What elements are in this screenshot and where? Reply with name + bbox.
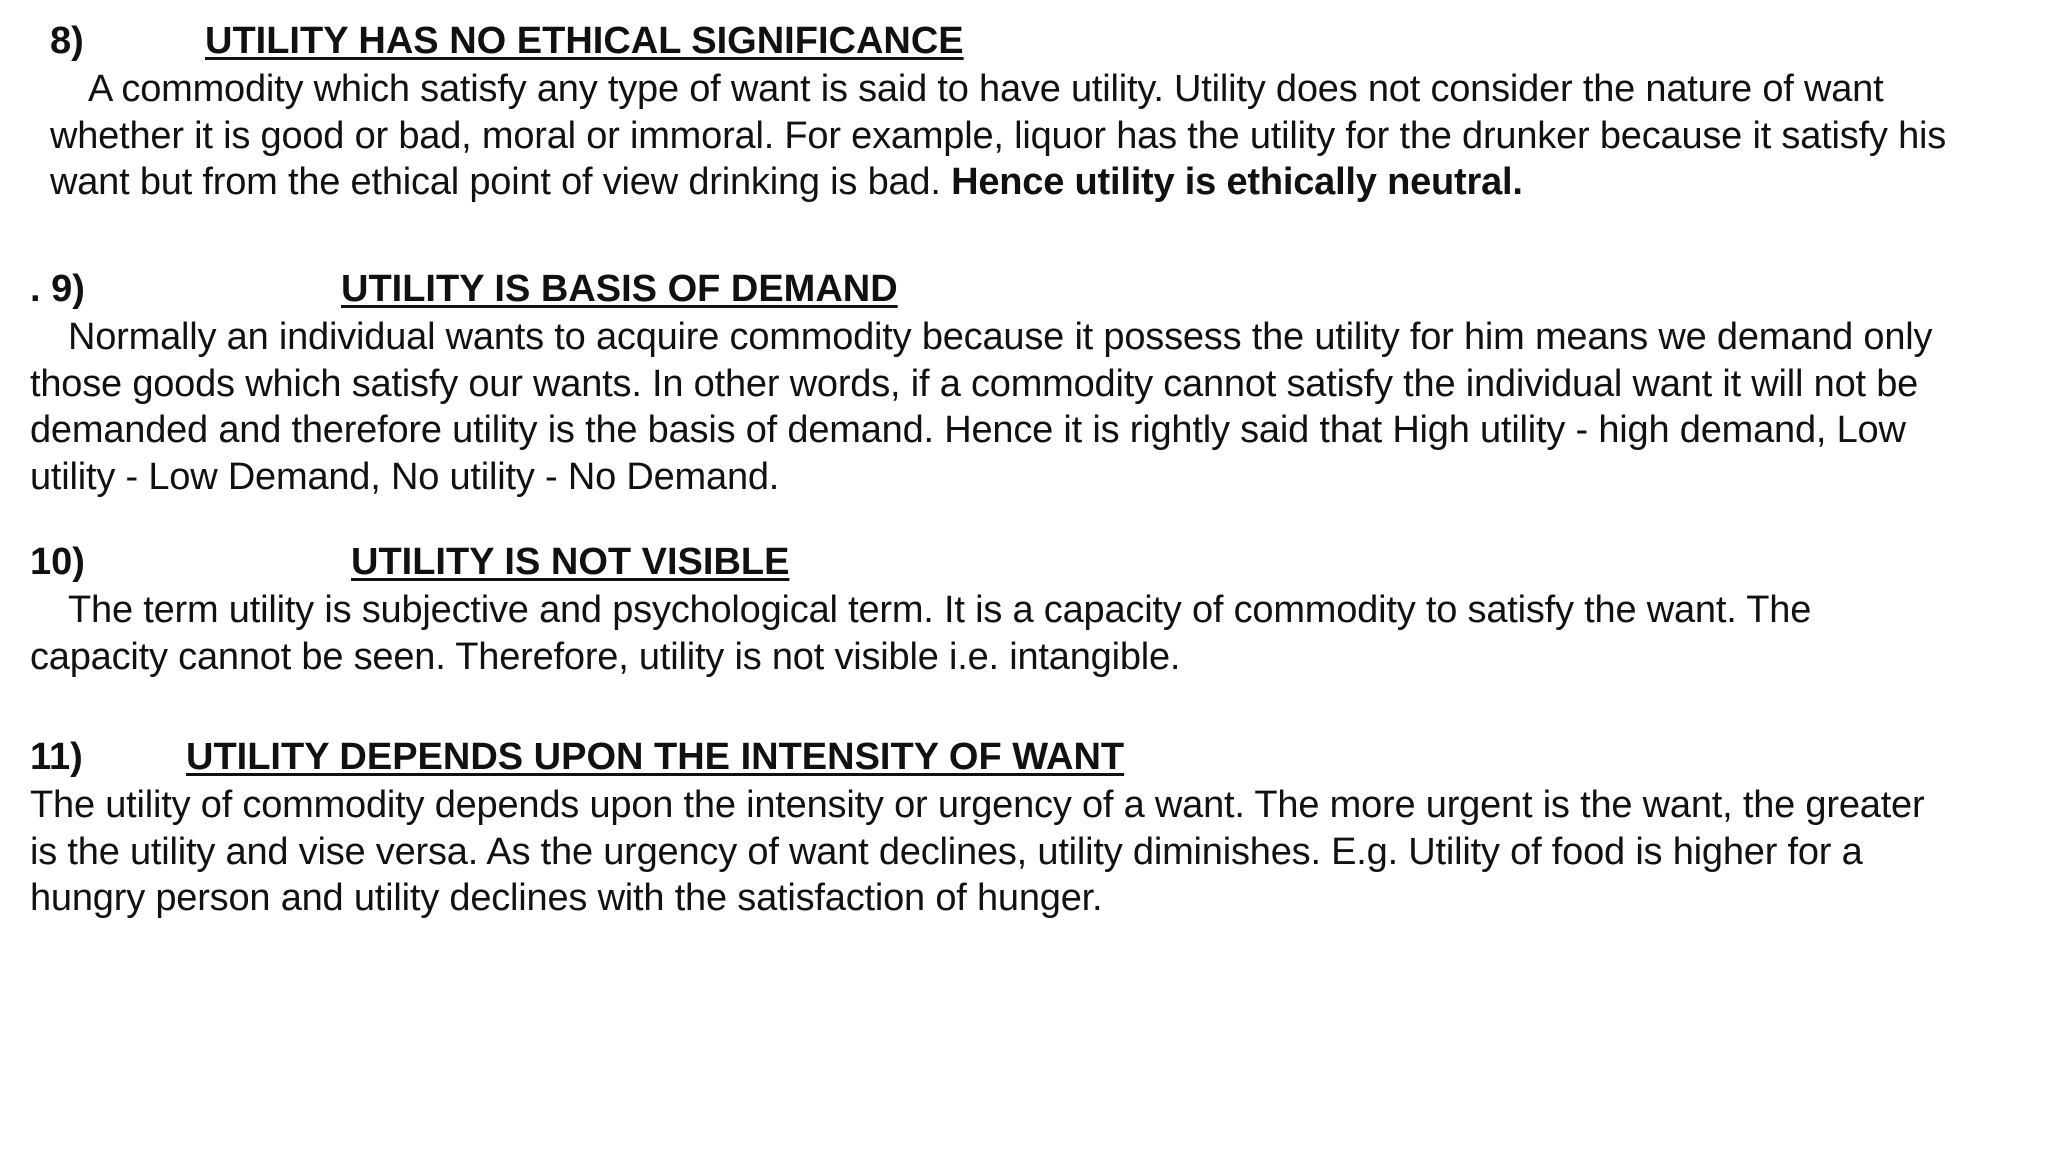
section-number: . 9) bbox=[30, 268, 85, 310]
paragraph-line: hungry person and utility declines with the satisfaction of hunger. bbox=[30, 877, 1103, 919]
paragraph-line: The term utility is subjective and psychological term. It is a capacity of commodity to satisfy the want. The bbox=[68, 589, 1812, 631]
paragraph-line: A commodity which satisfy any type of want is said to have utility. Utility does not consider the nature of want bbox=[88, 68, 1884, 110]
paragraph-line: The utility of commodity depends upon the intensity or urgency of a want. The more urgent is the want, the greater bbox=[30, 784, 1925, 826]
section-title: UTILITY HAS NO ETHICAL SIGNIFICANCE bbox=[205, 20, 964, 62]
section-11 bbox=[0, 736, 2048, 919]
paragraph-line: capacity cannot be seen. Therefore, utility is not visible i.e. intangible. bbox=[30, 636, 1181, 678]
section-heading bbox=[0, 541, 2048, 587]
paragraph-line bbox=[50, 159, 1523, 205]
paragraph-text: want but from the ethical point of view drinking is bad. bbox=[50, 161, 952, 203]
paragraph-line: is the utility and vise versa. As the urgency of want declines, utility diminishes. E.g. Utility of food is higher for a bbox=[30, 831, 1863, 873]
section-title: UTILITY IS BASIS OF DEMAND bbox=[341, 268, 898, 310]
section-10 bbox=[0, 541, 2048, 678]
section-number: 10) bbox=[30, 541, 85, 583]
paragraph-line: Normally an individual wants to acquire commodity because it possess the utility for him means we demand only bbox=[68, 316, 1933, 358]
section-heading bbox=[0, 736, 2048, 782]
paragraph-line: demanded and therefore utility is the basis of demand. Hence it is rightly said that High utility - high demand, Low bbox=[30, 409, 1906, 451]
bold-conclusion: Hence utility is ethically neutral. bbox=[951, 161, 1523, 203]
section-number: 11) bbox=[30, 736, 83, 778]
section-title: UTILITY DEPENDS UPON THE INTENSITY OF WANT bbox=[186, 736, 1125, 778]
section-8 bbox=[0, 20, 2048, 203]
section-heading bbox=[0, 268, 2048, 314]
section-heading bbox=[0, 20, 2048, 66]
paragraph-line: whether it is good or bad, moral or immoral. For example, liquor has the utility for the drunker because it satisfy his bbox=[50, 115, 1947, 157]
section-title: UTILITY IS NOT VISIBLE bbox=[351, 541, 790, 583]
section-number: 8) bbox=[50, 20, 84, 62]
paragraph-line: utility - Low Demand, No utility - No Demand. bbox=[30, 456, 780, 498]
paragraph-line: those goods which satisfy our wants. In other words, if a commodity cannot satisfy the individual want it will not be bbox=[30, 363, 1919, 405]
section-9 bbox=[0, 268, 2048, 498]
